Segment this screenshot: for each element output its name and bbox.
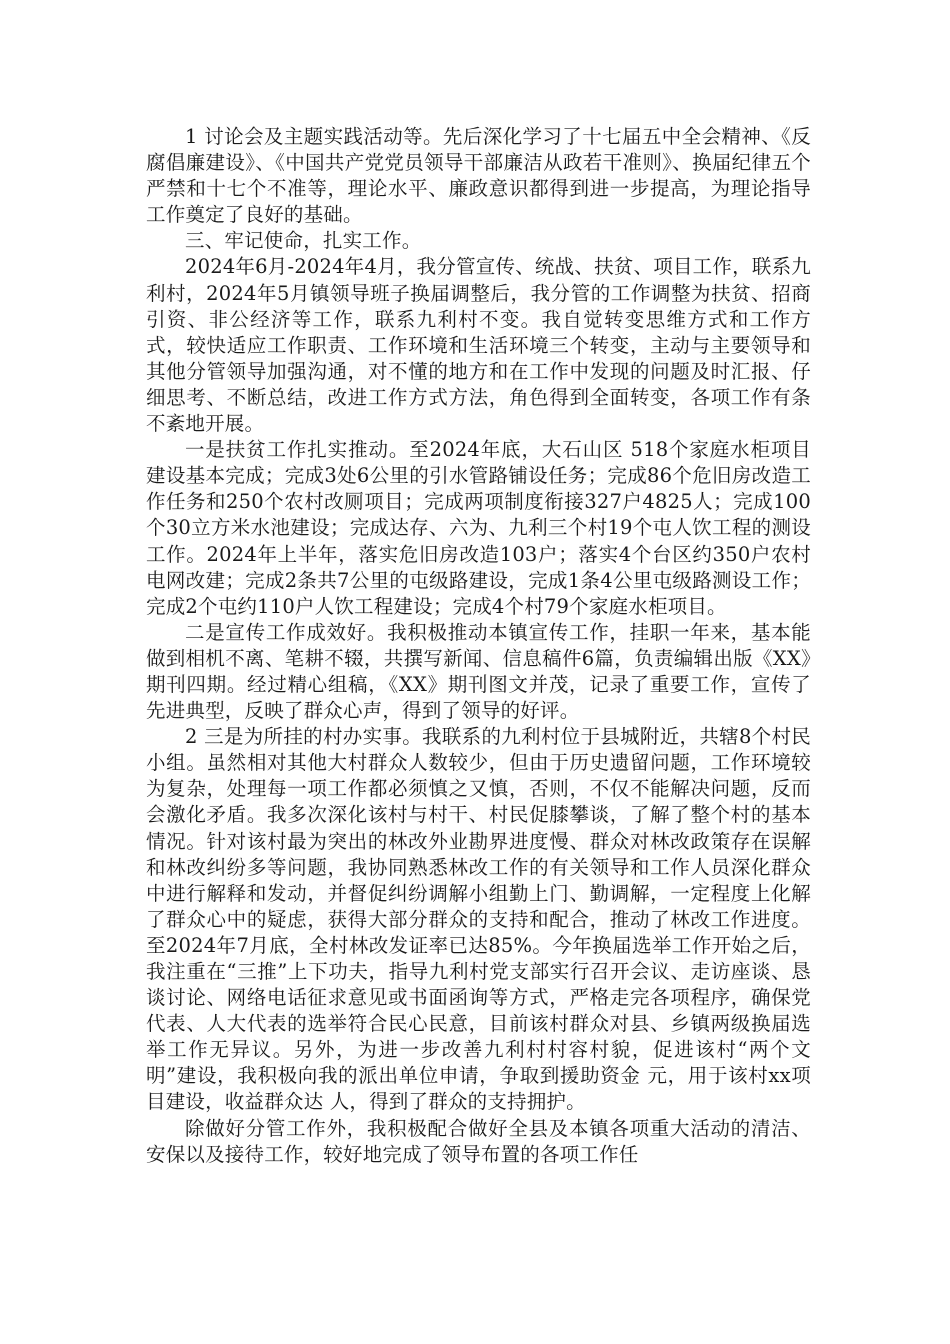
paragraph-other-duties: 除做好分管工作外，我积极配合做好全县及本镇各项重大活动的清洁、安保以及接待工作，较好地完成了领导布置的各项工作任 (146, 1116, 811, 1166)
paragraph-village-work: 2 三是为所挂的村办实事。我联系的九利村位于县城附近，共辖8个村民小组。虽然相对其他大村群众人数较少，但由于历史遗留问题，工作环境较为复杂，处理每一项工作都必须慎之又慎，否则，不仅不能解决问题，反而会激化矛盾。我多次深化该村与村干、村民促膝攀谈，了解了整个村的基本情况。针对该村最为突出的林改外业勘界进度慢、群众对林改政策存在误解和林改纠纷多等问题，我协同熟悉林改工作的有关领导和工作人员深化群众中进行解释和发动，并督促纠纷调解小组勤上门、勤调解，一定程度上化解了群众心中的疑虑，获得大部分群众的支持和配合，推动了林改工作进度。至2024年7月底，全村林改发证率已达85%。今年换届选举工作开始之后，我注重在“三推”上下功夫，指导九利村党支部实行召开会议、走访座谈、恳谈讨论、网络电话征求意见或书面函询等方式，严格走完各项程序，确保党代表、人大代表的选举符合民心民意，目前该村群众对县、乡镇两级换届选举工作无异议。另外，为进一步改善九利村村容村貌，促进该村“两个文明”建设，我积极向我的派出单位申请，争取到援助资金 元，用于该村xx项目建设，收益群众达 人，得到了群众的支持拥护。 (146, 725, 811, 1114)
paragraph-poverty-alleviation: 一是扶贫工作扎实推动。至2024年底，大石山区 518个家庭水柜项目建设基本完成；完成3处6公里的引水管路铺设任务；完成86个危旧房改造工作任务和250个农村改厕项目；完成两项制度衔接327户4825人；完成100个30立方米水池建设；完成达存、六为、九利三个村19个屯人饮工程的测设工作。2024年上半年，落实危旧房改造103户；落实4个台区约350户农村电网改建；完成2条共7公里的屯级路建设，完成1条4公里屯级路测设工作；完成2个屯约110户人饮工程建设；完成4个村79个家庭水柜项目。 (146, 438, 811, 618)
section-heading-mission: 三、牢记使命，扎实工作。 (185, 229, 422, 253)
document-body (146, 124, 811, 1168)
paragraph-publicity-work: 二是宣传工作成效好。我积极推动本镇宣传工作，挂职一年来，基本能做到相机不离、笔耕不辍，共撰写新闻、信息稿件6篇，负责编辑出版《XX》期刊四期。经过精心组稿，《XX》期刊图文并茂，记录了重要工作，宣传了先进典型，反映了群众心声，得到了领导的好评。 (146, 620, 811, 723)
paragraph-study-activities: 1 讨论会及主题实践活动等。先后深化学习了十七届五中全会精神、《反腐倡廉建设》、《中国共产党党员领导干部廉洁从政若干准则》、换届纪律五个严禁和十七个不准等，理论水平、廉政意识都得到进一步提高，为理论指导工作奠定了良好的基础。 (146, 125, 811, 227)
paragraph-work-overview: 2024年6月-2024年4月，我分管宣传、统战、扶贫、项目工作，联系九利村，2024年5月镇领导班子换届调整后，我分管的工作调整为扶贫、招商引资、非公经济等工作，联系九利村不变。我自觉转变思维方式和工作方式，较快适应工作职责、工作环境和生活环境三个转变，主动与主要领导和其他分管领导加强沟通，对不懂的地方和在工作中发现的问题及时汇报、仔细思考、不断总结，改进工作方式方法，角色得到全面转变，各项工作有条不紊地开展。 (146, 255, 811, 436)
